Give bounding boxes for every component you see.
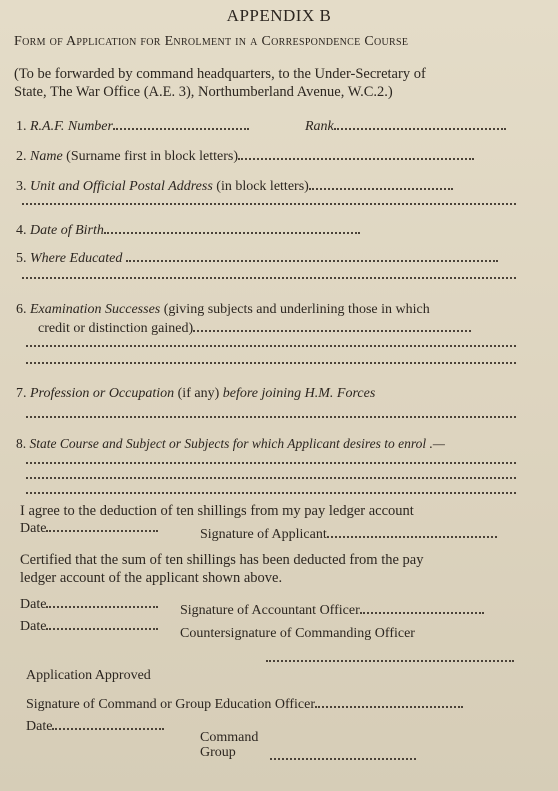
approval-date-label: Date bbox=[26, 719, 53, 734]
commanding-date bbox=[20, 618, 158, 635]
where-educated-blank-2[interactable] bbox=[22, 277, 516, 279]
where-educated-blank-1[interactable] bbox=[126, 250, 498, 262]
field-3-number: 3. bbox=[16, 179, 27, 194]
address-blank-1[interactable] bbox=[309, 178, 453, 190]
form-subtitle: Form of Application for Enrolment in a Correspondence Course bbox=[14, 34, 409, 49]
field-2 bbox=[16, 148, 474, 165]
accountant-signature-blank[interactable] bbox=[360, 602, 484, 614]
field-6-label: Examination Successes bbox=[30, 302, 161, 317]
applicant-signature bbox=[200, 526, 497, 543]
field-2-label: Name bbox=[30, 149, 63, 164]
commanding-date-label: Date bbox=[20, 619, 47, 634]
field-7-label-2: before joining H.M. Forces bbox=[222, 386, 376, 401]
raf-number-blank[interactable] bbox=[113, 118, 249, 130]
rank-label: Rank bbox=[305, 119, 334, 134]
accountant-date bbox=[20, 596, 158, 613]
accountant-signature-label: Signature of Accountant Officer bbox=[180, 603, 360, 618]
field-4-label: Date of Birth bbox=[30, 223, 104, 238]
accountant-date-blank[interactable] bbox=[46, 596, 158, 608]
date-of-birth-blank[interactable] bbox=[104, 222, 360, 234]
field-7-number: 7. bbox=[16, 386, 27, 401]
applicant-signature-label: Signature of Applicant bbox=[200, 527, 327, 542]
intro-line-2: State, The War Office (A.E. 3), Northumberland Avenue, W.C.2.) bbox=[14, 84, 393, 100]
education-officer-label: Signature of Command or Group Education Officer bbox=[26, 697, 316, 712]
address-blank-2[interactable] bbox=[22, 203, 516, 205]
accountant-date-label: Date bbox=[20, 597, 47, 612]
field-7-note: (if any) bbox=[177, 386, 220, 401]
name-blank[interactable] bbox=[238, 148, 474, 160]
field-7-label: Profession or Occupation bbox=[30, 386, 175, 401]
application-approved: Application Approved bbox=[26, 668, 151, 683]
field-6-note: (giving subjects and underlining those in which bbox=[163, 302, 430, 317]
field-5-label: Where Educated bbox=[30, 251, 123, 266]
commanding-officer-signature-blank[interactable] bbox=[266, 660, 514, 662]
commanding-date-blank[interactable] bbox=[46, 618, 158, 630]
field-1-number: 1. bbox=[16, 119, 27, 134]
education-officer-signature bbox=[26, 696, 463, 713]
course-blank-3[interactable] bbox=[26, 492, 516, 494]
command-label: Command bbox=[200, 730, 259, 745]
field-2-note: (Surname first in block letters) bbox=[66, 149, 239, 164]
agreement-date-label: Date bbox=[20, 521, 47, 536]
course-blank-1[interactable] bbox=[26, 462, 516, 464]
course-blank-2[interactable] bbox=[26, 477, 516, 479]
field-6-note-2: credit or distinction gained) bbox=[38, 321, 194, 336]
group-label: Group bbox=[200, 745, 236, 760]
field-3 bbox=[16, 178, 453, 195]
rank-blank[interactable] bbox=[334, 118, 506, 130]
intro-line-1: (To be forwarded by command headquarters, to the Under-Secretary of bbox=[14, 66, 426, 82]
education-officer-blank[interactable] bbox=[315, 696, 463, 708]
agreement-text: I agree to the deduction of ten shillings from my pay ledger account bbox=[20, 503, 414, 519]
field-4-number: 4. bbox=[16, 223, 27, 238]
field-2-number: 2. bbox=[16, 149, 27, 164]
certification-line-2: ledger account of the applicant shown above. bbox=[20, 570, 283, 586]
field-4 bbox=[16, 222, 360, 239]
field-3-note: (in block letters) bbox=[216, 179, 309, 194]
field-3-label: Unit and Official Postal Address bbox=[30, 179, 213, 194]
accountant-signature bbox=[180, 602, 484, 619]
agreement-date bbox=[20, 520, 158, 537]
approval-date bbox=[26, 718, 164, 735]
exam-blank-3[interactable] bbox=[26, 362, 516, 364]
profession-blank[interactable] bbox=[26, 416, 516, 418]
exam-blank-2[interactable] bbox=[26, 345, 516, 347]
certification-line-1: Certified that the sum of ten shillings has been deducted from the pay bbox=[20, 552, 424, 568]
field-6-continuation bbox=[38, 320, 471, 337]
rank-field bbox=[305, 118, 506, 135]
field-5 bbox=[16, 250, 498, 267]
field-1-label: R.A.F. Number bbox=[30, 119, 113, 134]
field-8-label: State Course and Subject or Subjects for which Applicant desires to enrol .— bbox=[29, 436, 445, 451]
applicant-signature-blank[interactable] bbox=[327, 526, 497, 538]
command-group-blank[interactable] bbox=[270, 758, 416, 760]
appendix-title: APPENDIX B bbox=[226, 6, 332, 25]
exam-blank-1[interactable] bbox=[193, 320, 471, 332]
field-5-number: 5. bbox=[16, 251, 27, 266]
commanding-officer-countersignature: Countersignature of Commanding Officer bbox=[180, 626, 415, 641]
agreement-date-blank[interactable] bbox=[46, 520, 158, 532]
field-6 bbox=[16, 302, 430, 318]
field-8 bbox=[16, 436, 445, 452]
field-7 bbox=[16, 386, 375, 402]
field-8-number: 8. bbox=[16, 436, 27, 451]
field-6-number: 6. bbox=[16, 302, 27, 317]
field-1 bbox=[16, 118, 249, 135]
approval-date-blank[interactable] bbox=[52, 718, 164, 730]
